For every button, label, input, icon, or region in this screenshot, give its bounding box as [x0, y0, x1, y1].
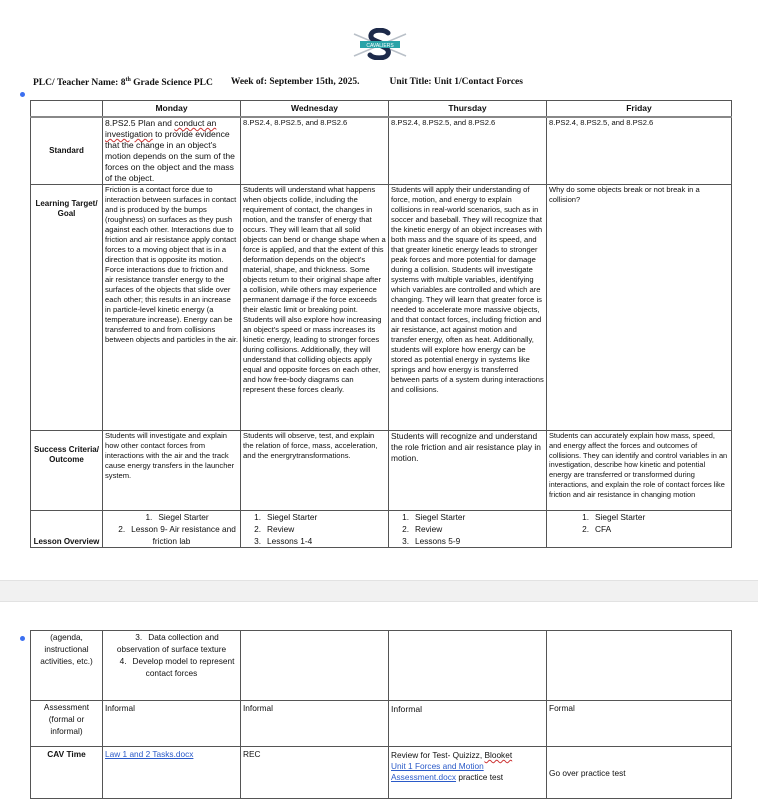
table-row [31, 185, 732, 431]
cell: Students will investigate and explain how other contact forces from interactions with the air and the track cause energy transfers in the launcher system. [103, 431, 241, 511]
row-label: Assessment (formal or informal) [31, 701, 103, 747]
cell: Students will apply their understanding of force, motion, and energy to explain collisions in real-world scenarios, such as in soccer and baseball. They will recognize that the kinetic energy of an object increases with both mass and the square of its speed, and that greater kinetic energy leads to stronger peak forces and more potential for damage during a collision. Students will investigate systems with multiple variables, identifying which variables are controlled and which are changing. They will learn that greater force is needed to accelerate more massive objects, and that contact forces, including friction and air resistance, act against motion and transfer energy, often as heat. Additionally, students will explore how energy can be stored as potential energy in systems like springs and how energy is transferred between parts of a system during interactions and collisions. [389, 185, 547, 431]
row-label: Success Criteria/ Outcome [31, 431, 103, 511]
cell: Why do some objects break or not break in a collision? [547, 185, 732, 431]
table-row [31, 511, 732, 548]
tasks-doc-link[interactable]: Law 1 and 2 Tasks.docx [105, 749, 194, 759]
row-label: CAV Time [31, 747, 103, 799]
svg-text:CAVALIERS: CAVALIERS [366, 43, 394, 49]
cell: Formal [547, 701, 732, 747]
cell: 1. Siegel Starter 2. Review 3. Lessons 5-9 [389, 511, 547, 548]
cursor-marker [20, 636, 25, 641]
cell: 3. Data collection and observation of surface texture 4. Develop model to represent contact forces [103, 631, 241, 701]
week-of: Week of: September 15th, 2025. [230, 77, 360, 87]
cell: Review for Test- Quizizz, Blooket Unit 1 Forces and Motion Assessment.docx practice test [389, 747, 547, 799]
cell: Informal [241, 701, 389, 747]
row-label: Standard [31, 117, 103, 185]
cell: Students can accurately explain how mass, speed, and energy affect the forces and outcomes of collisions. They can identify and control variables in an investigation, describe how kinetic and potential energy are transferred or transformed during interactions, and explain the role of contact forces like friction and air resistance in changing motion [547, 431, 732, 511]
cell: 8.PS2.5 Plan and conduct an investigation to provide evidence that the change in an object's motion depends on the sum of the forces on the object and the mass of the object. [103, 117, 241, 185]
table-header-row [31, 101, 732, 118]
cell: Students will recognize and understand the role friction and air resistance play in motion. [389, 431, 547, 511]
cell: Students will observe, test, and explain the relation of force, mass, acceleration, and the energrytransformations. [241, 431, 389, 511]
cell: 1. Siegel Starter 2. Lesson 9- Air resistance and friction lab [103, 511, 241, 548]
assessment-doc-link[interactable]: Unit 1 Forces and Motion Assessment.docx [391, 761, 484, 782]
day-header: Thursday [389, 101, 547, 118]
table-row [31, 431, 732, 511]
cell: 8.PS2.4, 8.PS2.5, and 8.PS2.6 [389, 117, 547, 185]
lesson-plan-table-continued [30, 630, 732, 799]
cell [103, 747, 241, 799]
cell: 8.PS2.4, 8.PS2.5, and 8.PS2.6 [547, 117, 732, 185]
lesson-plan-table [30, 100, 732, 548]
cell: 1. Siegel Starter 2. Review 3. Lessons 1-4 [241, 511, 389, 548]
row-label: (agenda, instructional activities, etc.) [31, 631, 103, 701]
table-row [31, 117, 732, 185]
cell: Informal [103, 701, 241, 747]
day-header: Friday [547, 101, 732, 118]
cell: 1. Siegel Starter 2. CFA [547, 511, 732, 548]
page-break [0, 580, 758, 602]
table-row [31, 747, 732, 799]
unit-title: Unit Title: Unit 1/Contact Forces [389, 77, 523, 87]
cell: Students will understand what happens when objects collide, including the requirement of contact, the changes in motion, and the transfer of energy that occurs. They will learn that all solid objects can bend or change shape when a force is applied, and that the extent of this deformation depends on the object's material, shape, and thickness. Some objects return to their original shape after a collision, while others may experience permanent damage if the force exceeds their elastic limit or breaking point. Students will also explore how increasing an object's speed or mass increases its kinetic energy, leading to stronger forces during collisions. Additionally, they will understand that colliding objects apply equal and opposite forces on each other, and how free-body diagrams can represent these forces clearly. [241, 185, 389, 431]
document-header [33, 77, 523, 88]
cell: Friction is a contact force due to interaction between surfaces in contact and is produced by the bumps (roughness) on surfaces as they push against each other. Interactions due to friction and air resistance apply contact forces to a moving object that is in a direction that is opposite its motion. Force interactions due to friction and air resistance transfer energy to the surfaces of the objects that slide over each other; this results in an increase in particle-level kinetic energy (a temperature increase). Energy can be transferred to and from collisions between objects and particles in the air. [103, 185, 241, 431]
school-logo [350, 28, 410, 60]
table-row [31, 701, 732, 747]
cell: Go over practice test [547, 747, 732, 799]
row-label: Lesson Overview [31, 511, 103, 548]
teacher-name: PLC/ Teacher Name: 8th Grade Science PLC [33, 77, 213, 89]
cursor-marker [20, 92, 25, 97]
cell: 8.PS2.4, 8.PS2.5, and 8.PS2.6 [241, 117, 389, 185]
day-header: Monday [103, 101, 241, 118]
cell: Informal [389, 701, 547, 747]
cell: REC [241, 747, 389, 799]
table-row [31, 631, 732, 701]
day-header: Wednesday [241, 101, 389, 118]
row-label: Learning Target/ Goal [31, 185, 103, 431]
